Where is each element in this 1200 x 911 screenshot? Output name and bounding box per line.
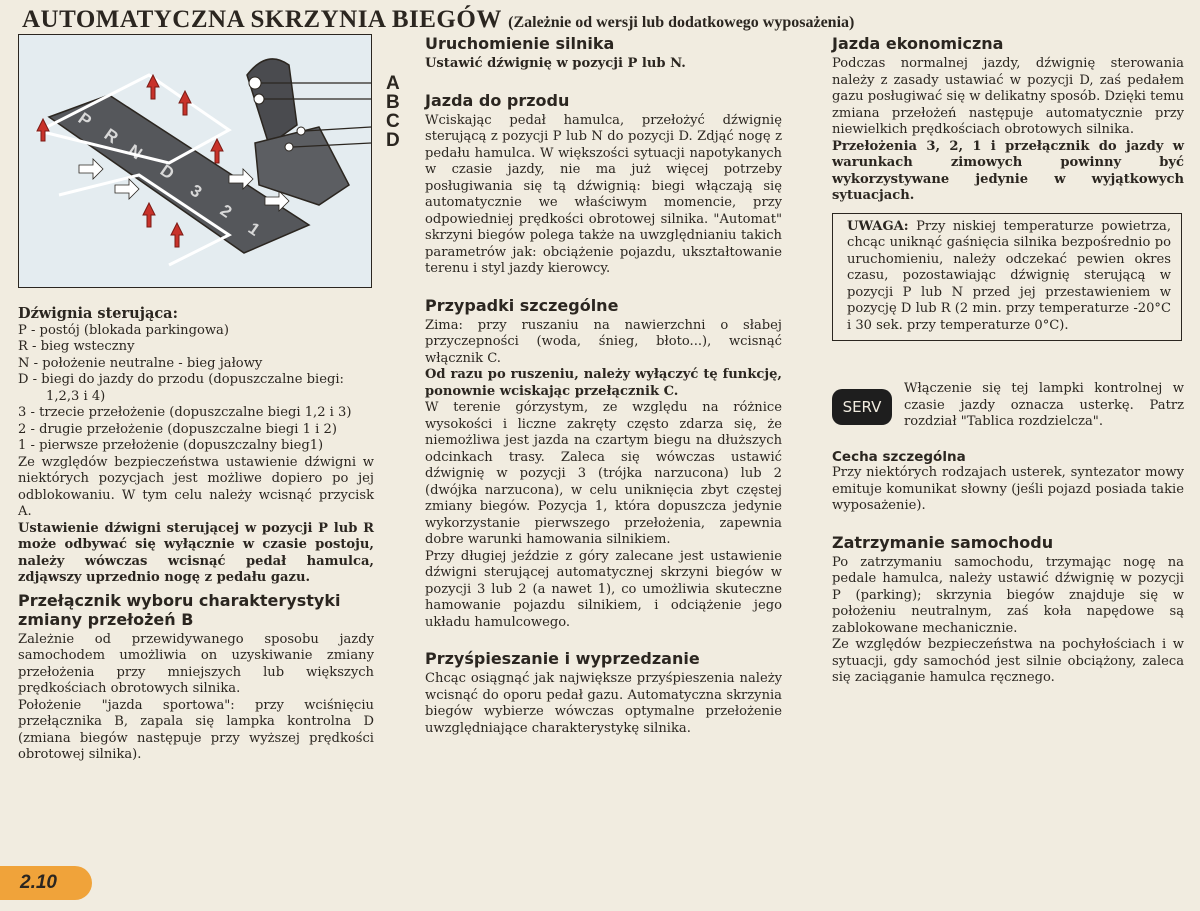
forward-heading: Jazda do przodu (425, 90, 570, 110)
lever-position-item: P - postój (blokada parkingowa) (18, 322, 229, 338)
forward-text: Wciskając pedał hamulca, przełożyć dźwignię sterującą z pozycji P lub N do pozycji D. Zdjąć nogę z pedału hamulca. W większości sytuacji napotykanych w czasie jazdy, nie ma już więcej potrzeby posługiwania się tą dźwignią: biegi włączają się automatycznie we właściwym momencie, przy odpowiedniej prędkości obrotowej silnika. "Automat" skrzyni biegów polega także na uwzględnianiu takich parametrów jak: obciążenie pojazdu, ukształtowanie terenu i styl jazdy kierowcy. (425, 112, 782, 276)
warning-text: Przy niskiej temperaturze powietrza, chcąc uniknąć gaśnięcia silnika bezpośrednio po uruchomieniu, należy odczekać pewien okres czasu, pozostawiając dźwignię sterującą w pozycji P lub N przed jej przestawieniem w pozycję D lub R (2 min. przy temperaturze -20°C i 30 sek. przy temperaturze 0°C). (847, 218, 1171, 333)
arrow-up-4 (211, 139, 223, 163)
diagram-label-a: A (386, 73, 400, 94)
gear-diagram-svg (19, 35, 371, 287)
lever-position-list (18, 323, 374, 455)
page-number-tab (0, 866, 92, 900)
column-right (832, 34, 1184, 687)
lever-position-item: 1 - pierwsze przełożenie (dopuszczalny bieg1) (18, 438, 324, 453)
button-b-marker (254, 94, 264, 104)
eco-heading: Jazda ekonomiczna (832, 34, 1004, 53)
special-winter-text: Zima: przy ruszaniu na nawierzchni o słabej przyczepności (woda, śnieg, błoto...), wcisnąć włącznik C. (425, 317, 782, 366)
lever-position-item: 3 - trzecie przełożenie (dopuszczalne biegi 1,2 i 3) (18, 405, 352, 420)
stop-safety-text: Ze względów bezpieczeństwa na pochyłościach i w sytuacji, gdy samochód jest silnie obciążony, zaleca się zaciąganie hamulca ręcznego. (832, 637, 1184, 685)
diagram-label-b: B (386, 92, 400, 113)
feature-text: Przy niektórych rodzajach usterek, syntezator mowy emituje komunikat słowny (jeśli pojazd posiada takie wyposażenie). (832, 465, 1184, 513)
title-main: AUTOMATYCZNA SKRZYNIA BIEGÓW (22, 6, 502, 33)
lever-position-item: 2 - drugie przełożenie (dopuszczalne biegi 1 i 2) (18, 421, 337, 437)
special-bold-text: Od razu po ruszeniu, należy wyłączyć tę funkcję, ponownie wciskając przełącznik C. (425, 367, 782, 399)
special-heading: Przypadki szczególne (425, 295, 619, 315)
warning-box (832, 213, 1182, 342)
column-left (18, 34, 374, 764)
arrow-right-2 (115, 179, 139, 199)
special-hills-text: W terenie górzystym, ze względu na różnice wysokości i liczne zakręty często zdarza się, że niemożliwa jest jazda na czartym biegu na dłuższych odcinkach trasy. Zaleca się wówczas ustawić dźwignię w pozycji 3 (trójka narzucona) lub 2 (dwójka narzucona), w celu uniknięcia zbyt częstej zmiany biegów. Pozycja 1, która dopuszcza jedynie wykorzystanie pierwszego przełożenia, zapewnia dobre warunki hamowania silnikiem. (425, 400, 782, 547)
diagram-labels (386, 74, 400, 150)
lamp-d-marker (285, 143, 293, 151)
diagram-label-d: D (386, 130, 400, 151)
button-c-marker (297, 127, 305, 135)
arrow-up-2 (147, 75, 159, 99)
gate-letter: 1 (244, 218, 264, 240)
lever-position-item: R - bieg wsteczny (18, 339, 135, 354)
start-heading: Uruchomienie silnika (425, 34, 615, 53)
gate-letter: R (100, 124, 122, 148)
feature-heading: Cecha szczególna (832, 448, 966, 465)
eco-bold-text: Przełożenia 3, 2, 1 i przełącznik do jazdy w warunkach zimowych powinny być wykorzystywane jedynie w wyjątkowych sytuacjach. (832, 138, 1184, 203)
page-number: 2.10 (20, 872, 57, 893)
stop-heading: Zatrzymanie samochodu (832, 532, 1054, 552)
serv-lamp-icon: SERV (832, 389, 892, 425)
warning-label: UWAGA: (847, 218, 909, 234)
selector-heading: Przełącznik wyboru charakterystyki zmiany przełożeń B (18, 590, 341, 629)
special-descent-text: Przy długiej jeździe z góry zalecane jest ustawienie dźwigni sterującej automatycznej skrzyni biegów w pozycji 3 lub 2 (a nawet 1), co umożliwia skuteczne hamowanie pojazdu silnikiem, i odciążenie jego układu hamulcowego. (425, 548, 782, 630)
start-text: Ustawić dźwignię w pozycji P lub N. (425, 56, 686, 71)
selector-text: Zależnie od przewidywanego sposobu jazdy samochodem umożliwia on uzyskiwanie zmiany przełożenia przy mniejszych lub większych prędkościach obrotowych silnika. (18, 631, 374, 696)
button-a-marker (249, 77, 261, 89)
title-sub: (Zależnie od wersji lub dodatkowego wyposażenia) (508, 14, 855, 31)
gate-letter: 3 (186, 180, 206, 202)
gate-letter: N (124, 140, 146, 164)
accel-heading: Przyśpieszanie i wyprzedzanie (425, 649, 700, 668)
arrow-up-6 (171, 223, 183, 247)
accel-text: Chcąc osiągnąć jak największe przyśpieszenia należy wcisnąć do oporu pedał gazu. Automatyczna skrzynia biegów wybierze wówczas optymalne przełożenie uwzględniające charakterystykę silnika. (425, 671, 782, 736)
arrow-right-1 (79, 159, 103, 179)
serv-row (832, 381, 1184, 431)
gate-letter: 2 (216, 200, 236, 222)
sport-text: Położenie "jazda sportowa": przy wciśnięciu przełącznika B, zapala się lampka kontrolna D (zmiana biegów następuje przy wyższej prędkości obrotowej silnika). (18, 697, 374, 762)
eco-text: Podczas normalnej jazdy, dźwignię sterowania należy z zasady ustawiać w pozycji D, zaś pedałem gazu posługiwać się w delikatny sposób. Dzięki temu zmiana przełożeń następuje automatycznie przy niewielkich prędkościach obrotowych silnika. (832, 56, 1184, 137)
lever-position-item: D - biegi do jazdy do przodu (dopuszczalne biegi: 1,2,3 i 4) (18, 372, 344, 404)
arrow-up-1 (37, 119, 49, 141)
safety-text: Ze względów bezpieczeństwa ustawienie dźwigni w niektórych pozycjach jest możliwe dopiero po jej odblokowaniu. W tym celu należy wcisnąć przycisk A. (18, 454, 374, 519)
stop-text: Po zatrzymaniu samochodu, trzymając nogę na pedale hamulca, należy ustawić dźwignię w pozycji P (parking); skrzynia biegów znajduje się w położeniu neutralnym, zaś koła napędowe są zablokowane mechanicznie. (832, 554, 1184, 636)
gate-letter: D (156, 160, 178, 184)
arrow-up-5 (143, 203, 155, 227)
page-title (22, 6, 854, 34)
lever-heading: Dźwignia sterująca: (18, 305, 178, 322)
warning-paragraph (847, 219, 1171, 335)
lever-position-item: N - położenie neutralne - bieg jałowy (18, 355, 263, 371)
diagram-label-c: C (386, 111, 400, 132)
gate-letter: P (74, 108, 95, 131)
serv-text: Włączenie się tej lampki kontrolnej w czasie jazdy oznacza usterkę. Patrz rozdział "Tablica rozdzielcza". (904, 381, 1184, 429)
safety-bold-text: Ustawienie dźwigni sterującej w pozycji P lub R może odbywać się wyłącznie w czasie postoju, należy wówczas wcisnąć pedał hamulca, zdjąwszy uprzednio nogę z pedału gazu. (18, 520, 374, 585)
arrow-up-3 (179, 91, 191, 115)
gear-diagram (18, 34, 372, 288)
column-middle (425, 34, 782, 737)
